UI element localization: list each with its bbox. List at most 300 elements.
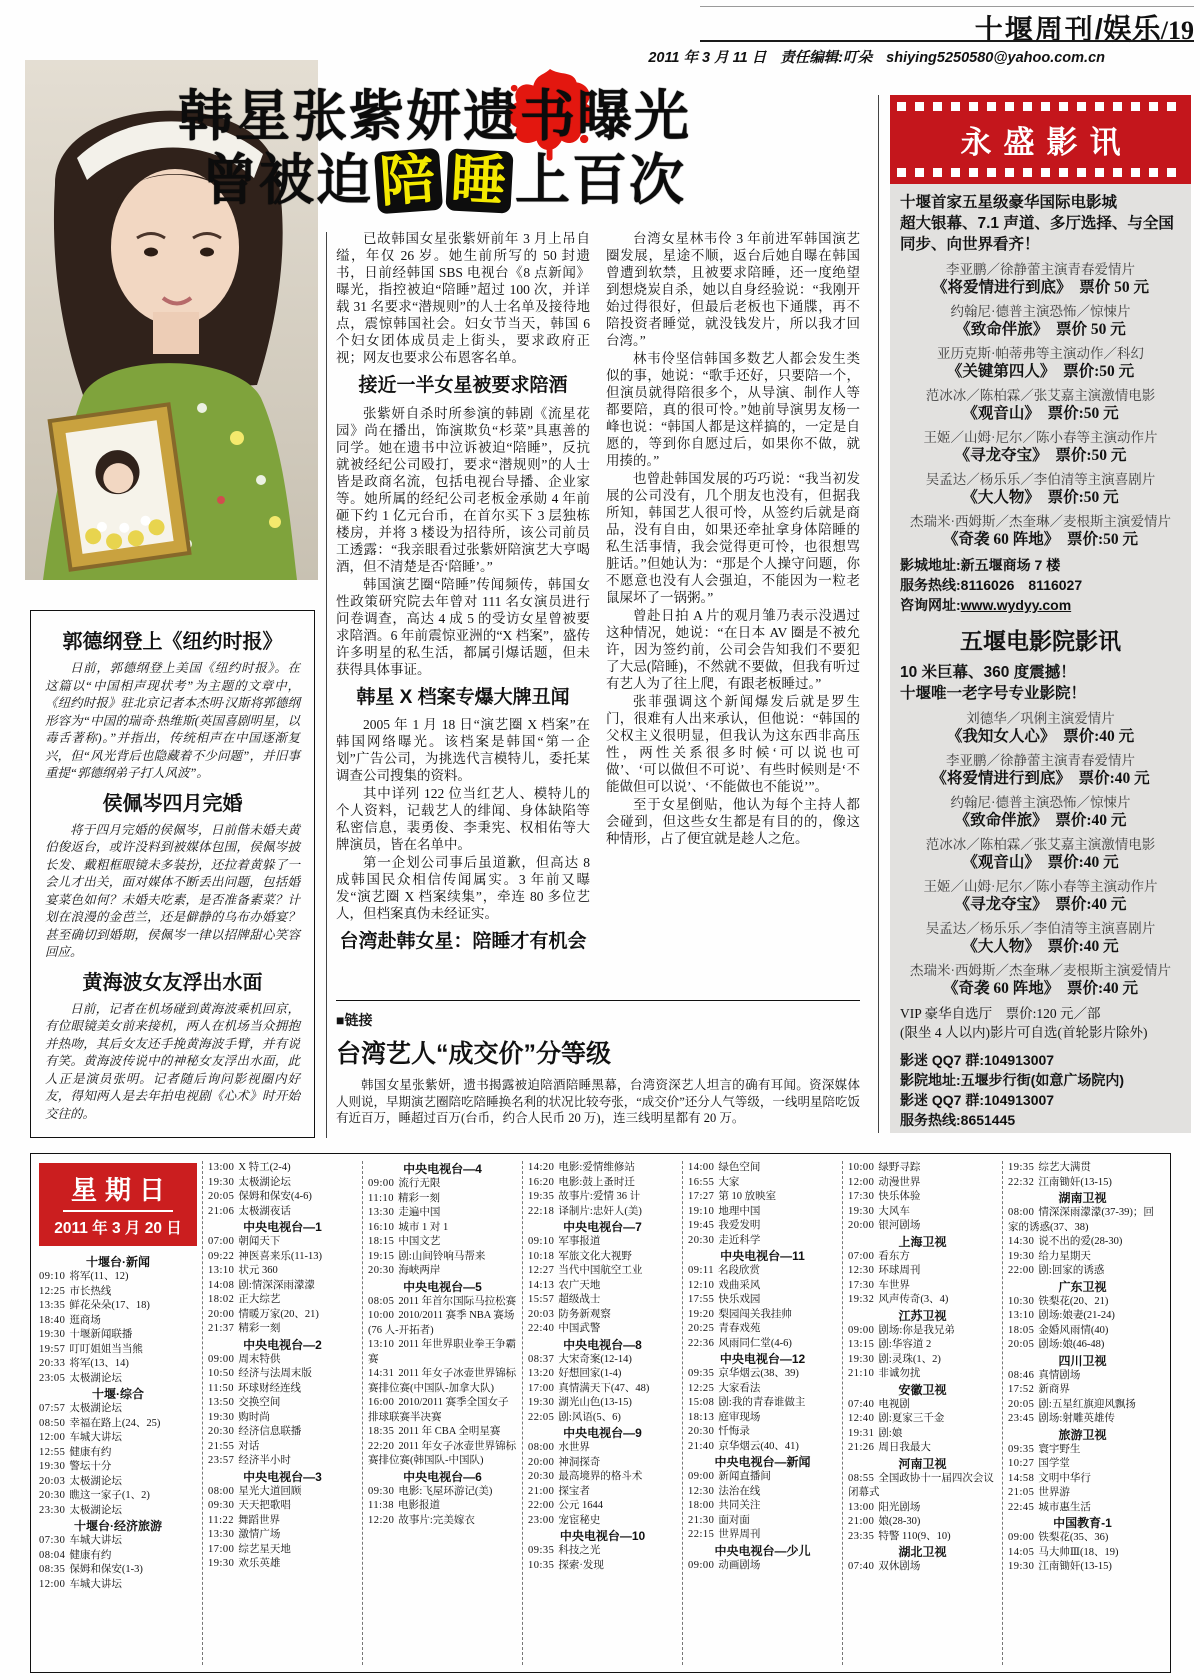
tv-row	[39, 1314, 197, 1329]
tv-program: 京华烟云(40、41)	[718, 1440, 799, 1452]
tv-time: 09:22	[208, 1250, 235, 1262]
tv-row	[39, 1343, 197, 1358]
tv-program: 文明中华行	[1038, 1472, 1091, 1484]
tv-time: 12:10	[688, 1279, 715, 1291]
masthead-rule-bottom	[700, 40, 1194, 42]
tv-program: 剧场:娘妻(21-24)	[1038, 1310, 1115, 1321]
tv-time: 10:00	[368, 1310, 395, 1321]
tv-time: 23:45	[1008, 1413, 1035, 1424]
tv-row	[528, 1322, 677, 1337]
tv-row	[1008, 1264, 1157, 1279]
tv-row	[208, 1308, 357, 1323]
tv-row	[848, 1161, 997, 1176]
tv-program: 动画剧场	[718, 1559, 761, 1571]
tv-time: 15:08	[688, 1397, 715, 1408]
tv-row	[39, 1254, 197, 1270]
tv-time: 20:05	[1008, 1398, 1035, 1410]
tv-program: 环球财经连线	[238, 1382, 302, 1394]
tv-time: 20:30	[688, 1426, 715, 1437]
film-price: 票价:50 元	[1055, 447, 1127, 464]
cinema-film-list-1	[900, 261, 1181, 549]
tv-program: 交换空间	[238, 1397, 281, 1408]
tv-time: 20:30	[208, 1426, 235, 1437]
tv-program: 地理中国	[718, 1205, 761, 1217]
tv-program: 动漫世界	[878, 1176, 921, 1188]
tv-program: 戏曲采风	[718, 1279, 761, 1291]
article-block: 也曾赴韩国发展的巧巧说：“我当初发展的公司没有，几个朋友也没有，但据我所知，韩国艺人很可怜，从签约后就是商品，没有自由，如果还牵扯拿身体陪睡的私生活事情，我会觉得更可怜，也很想骂脏话。”但她认为：“那是个人操守问题，你不愿意也没有人会强迫，不能因为一粒老鼠屎坏了一锅粥。”	[606, 471, 860, 605]
tv-program: 娘(28-30)	[878, 1516, 921, 1527]
tv-program: 梨园闯关我挂帅	[718, 1308, 792, 1320]
headline-highlight-tile: 陪	[374, 147, 443, 213]
tv-time: 20:30	[528, 1471, 555, 1482]
tv-program: 2010/2011 赛季全国女子排球联赛半决赛	[368, 1397, 509, 1423]
tv-time: 17:27	[688, 1191, 715, 1202]
tv-row	[848, 1441, 997, 1456]
tv-time: 21:26	[848, 1442, 875, 1453]
tv-time: 10:35	[528, 1559, 555, 1571]
film-price: 票价:50 元	[1066, 531, 1139, 548]
tv-time: 13:50	[208, 1397, 235, 1408]
tv-program: 流行无限	[398, 1178, 441, 1189]
cinema-intro-2	[900, 662, 1181, 704]
tv-program: 车城大讲坛	[69, 1578, 122, 1590]
tv-row	[1008, 1427, 1157, 1443]
tv-row	[368, 1367, 517, 1396]
tv-row	[368, 1514, 517, 1529]
tv-time: 20:03	[39, 1475, 66, 1487]
film-price: 票价:40 元	[1047, 938, 1119, 955]
tv-time: 13:35	[39, 1300, 66, 1311]
headline-highlight-tile: 睡	[445, 148, 513, 213]
film-cast: 吴孟达／杨乐乐／李伯清等主演喜剧片	[925, 921, 1156, 936]
article-block: 已故韩国女星张紫妍前年 3 月上吊自缢，年仅 26 岁。她生前所写的 50 封遗书，日前经韩国 SBS 电视台《8 点新闻》曝光，指控被迫“陪睡”超过 100 次，并详载 31 名要求“潜规则”的人士名单及接待地点，震惊韩国社会。妇女节当天，韩国 6 个妇女团体成员走上街头，要求政府正视；网友也要求公布恩客名单。	[336, 231, 590, 365]
tv-program: 精彩一刻	[238, 1323, 281, 1334]
tv-program: 将军(11、12)	[69, 1271, 129, 1282]
link-section	[336, 1010, 860, 1127]
tv-program: 军旅文化大视野	[558, 1250, 632, 1262]
tv-row	[688, 1382, 837, 1397]
tv-time: 21:37	[208, 1323, 235, 1334]
tv-program: 青春戏苑	[718, 1323, 761, 1334]
tv-channel: 十堰台·新闻	[86, 1255, 150, 1269]
film-title: 《观音山》	[962, 854, 1033, 871]
tv-program: 真情满天下(47、48)	[558, 1382, 650, 1394]
tv-guide-grid	[39, 1161, 1162, 1665]
tv-time: 16:10	[368, 1221, 395, 1233]
tv-program: 超级战士	[558, 1294, 601, 1305]
tv-channel: 湖南卫视	[1058, 1191, 1107, 1205]
brief-title: 郭德纲登上《纽约时报》	[62, 631, 283, 653]
film-cast: 约翰尼·德普主演恐怖／惊悚片	[950, 795, 1131, 810]
film-cast: 吴孟达／杨乐乐／李伯清等主演喜剧片	[925, 472, 1156, 487]
tv-program: 剧场:娘(46-48)	[1038, 1339, 1105, 1350]
tv-program: 最高境界的格斗术	[558, 1471, 643, 1482]
tv-row	[1008, 1279, 1157, 1295]
tv-time: 09:35	[528, 1545, 555, 1556]
tv-program: 剧:华容道 2	[878, 1339, 932, 1350]
tv-program: 综艺大满贯	[1038, 1162, 1091, 1173]
tv-program: 经济信息联播	[238, 1426, 302, 1437]
tv-time: 20:25	[688, 1323, 715, 1334]
film-price: 票价:40 元	[1063, 728, 1135, 745]
cinema-film-list-2	[900, 710, 1181, 998]
tv-row	[688, 1308, 837, 1323]
tv-program: 健康有约	[69, 1446, 112, 1458]
headline-splat-char	[520, 86, 577, 147]
tv-date: 2011 年 3 月 20 日	[54, 1220, 182, 1237]
tv-time: 12:25	[688, 1382, 715, 1394]
tv-row	[688, 1279, 837, 1294]
film-title: 《观音山》	[962, 405, 1033, 422]
headline-text: 曾被迫	[202, 148, 374, 211]
tv-time: 12:00	[39, 1432, 66, 1443]
cinema-website-line	[900, 595, 1181, 615]
tv-program: 快乐戏园	[718, 1294, 761, 1305]
tv-time: 14:08	[208, 1279, 235, 1291]
tv-row	[528, 1308, 677, 1323]
tv-row	[688, 1248, 837, 1264]
tv-program: 鲜花朵朵(17、18)	[69, 1300, 150, 1311]
tv-program: 探索·发现	[558, 1559, 604, 1571]
tv-channel: 旅游卫视	[1058, 1427, 1107, 1442]
tv-row	[208, 1411, 357, 1426]
tv-row	[528, 1441, 677, 1456]
tv-time: 12:55	[39, 1446, 66, 1458]
tv-row	[528, 1219, 677, 1235]
tv-row	[368, 1338, 517, 1367]
headline-text: 韩星张紫妍遗	[178, 85, 521, 147]
vip-line: VIP 豪华自选厅 票价:120 元／部	[900, 1006, 1101, 1021]
tv-time: 14:58	[1008, 1472, 1035, 1484]
tv-row	[688, 1367, 837, 1382]
tv-program: 太极湖夜话	[238, 1205, 291, 1217]
tv-row	[39, 1417, 197, 1432]
tv-row	[1008, 1472, 1157, 1487]
film-cast: 刘德华／巩俐主演爱情片	[966, 711, 1115, 726]
tv-row	[528, 1528, 677, 1544]
tv-time: 14:00	[688, 1162, 715, 1173]
tv-program: 周日我最大	[878, 1442, 931, 1453]
film-title: 《大人物》	[962, 938, 1033, 955]
tv-program: 电视剧	[878, 1398, 910, 1410]
tv-program: 风声传奇(3、4)	[878, 1294, 949, 1305]
tv-row	[528, 1353, 677, 1368]
tv-time: 10:18	[528, 1250, 555, 1262]
tv-row	[1008, 1501, 1157, 1516]
tv-program: 京华烟云(38、39)	[718, 1368, 799, 1379]
tv-program: 2010/2011 赛季 NBA 赛场(76 人-开拓者)	[368, 1310, 515, 1336]
tv-row	[208, 1353, 357, 1368]
tv-row	[1008, 1457, 1157, 1472]
tv-row	[528, 1235, 677, 1250]
film-listing	[900, 962, 1181, 998]
film-title: 《大人物》	[962, 489, 1033, 506]
tv-time: 19:10	[688, 1205, 715, 1217]
tv-channel: 中央电视台—6	[403, 1469, 482, 1484]
tv-program: 大风车	[878, 1205, 910, 1217]
tv-row	[688, 1219, 837, 1234]
tv-time: 23:00	[528, 1514, 555, 1526]
tv-time: 12:30	[848, 1265, 875, 1276]
tv-time: 10:50	[208, 1368, 235, 1379]
tv-time: 07:30	[39, 1535, 66, 1546]
tv-time: 19:20	[688, 1308, 715, 1320]
tv-row	[848, 1515, 997, 1530]
tv-program: 军事报道	[558, 1236, 601, 1247]
tv-time: 09:30	[208, 1500, 235, 1511]
film-title: 《致命伴旅》	[955, 321, 1041, 338]
vip-line: (限坐 4 人以内)影片可自选(首轮影片除外)	[900, 1025, 1148, 1040]
tv-channel: 中央电视台—9	[563, 1426, 642, 1440]
tv-row	[208, 1322, 357, 1337]
tv-time: 08:05	[368, 1295, 395, 1307]
tv-program: 2011 年 CBA 全明星赛	[398, 1426, 501, 1437]
tv-row	[208, 1485, 357, 1500]
tv-time: 17:00	[528, 1382, 555, 1394]
tv-channel: 十堰台·经济旅游	[74, 1519, 162, 1533]
brief-body: 日前，郭德纲登上美国《纽约时报》。在这篇以“中国相声现状考”为主题的文章中，《纽约时报》驻北京记者本杰明·汉斯将郭德纲形容为“中国的瑞奇·热维斯(英国喜剧明星，以毒舌著称)。”并指出，传统相声在中国逐渐复兴，但“风光背后也隐藏着不少问题”，并旧事重提“郭德纲弟子打人风波”。	[45, 661, 300, 780]
tv-time: 19:30	[528, 1397, 555, 1408]
tv-row	[1008, 1531, 1157, 1546]
tv-time: 18:35	[368, 1426, 395, 1437]
tv-row	[848, 1427, 997, 1442]
film-listing	[900, 429, 1181, 465]
tv-program: 十堰新闻联播	[69, 1329, 133, 1340]
tv-time: 14:05	[1008, 1546, 1035, 1558]
tv-row	[368, 1309, 517, 1338]
film-price: 票价:40 元	[1066, 980, 1139, 997]
tv-day: 星期日	[63, 1170, 173, 1212]
tv-program: 国学堂	[1038, 1458, 1070, 1469]
tv-program: 情深深雨濛濛(37-39)；回家的诱惑(37、38)	[1008, 1207, 1154, 1233]
tv-row	[848, 1382, 997, 1398]
tv-row	[1008, 1486, 1157, 1501]
cinema-title: 永盛影讯	[960, 125, 1133, 160]
tv-row	[1008, 1250, 1157, 1265]
tv-program: 金婚风雨情(40)	[1038, 1324, 1109, 1336]
headline-line-2	[202, 146, 691, 213]
headline-text: 上百次	[515, 148, 687, 211]
tv-time: 09:35	[1008, 1443, 1035, 1455]
tv-program: 激情广场	[238, 1529, 281, 1540]
tv-row	[208, 1514, 357, 1529]
tv-row	[368, 1485, 517, 1500]
tv-program: 新商界	[1038, 1384, 1070, 1395]
tv-column	[202, 1161, 362, 1665]
tv-time: 09:10	[528, 1236, 555, 1247]
tv-row	[1008, 1206, 1157, 1235]
tv-row	[368, 1264, 517, 1279]
tv-program: 2011 年女子冰壶世界锦标赛排位赛(韩国队-中国队)	[368, 1440, 517, 1466]
article-block: 张紫妍自杀时所参演的韩剧《流星花园》尚在播出，饰演欺负“杉菜”具惠善的同学。她在遗书中泣诉被迫“陪睡”，反抗就被经纪公司殴打，要求“潜规则”的人士皆是政商名流，包括电视台导播、企业家等。她所属的经纪公司老板金承勋 4 年前砸下约 1 亿元台币，在首尔买下 3 层独栋楼房，并将 3 楼设为招待所，该公司前员工透露：“我亲眼看过张紫妍陪演艺大亨喝酒，但不清楚是否‘陪睡’。”	[336, 405, 590, 574]
tv-time: 21:55	[208, 1440, 235, 1452]
article-block: 至于女星倒贴，他认为每个主持人都会碰到，但这些女生都是有目的的，像这种情形，占了便宜就是趁人之危。	[606, 797, 860, 846]
film-title: 《奇袭 60 阵地》	[942, 531, 1052, 548]
tv-program: 电影:鼓上蚤时迁	[558, 1176, 635, 1188]
tv-row	[208, 1264, 357, 1279]
tv-row	[848, 1219, 997, 1234]
tv-time: 19:57	[39, 1343, 66, 1355]
tv-time: 13:15	[848, 1339, 875, 1350]
film-cast: 王姬／山姆·尼尔／陈小春等主演动作片	[923, 430, 1158, 445]
article-block: 曾赴日拍 A 片的观月雏乃表示没遇过这种情况，她说：“在日本 AV 圈是不被允许，因为签约前，公司会告知我们不要犯了大忌(陪睡)，不然就不要做，但我有听过有艺人为了往上爬，有跟老板睡过。”	[606, 608, 860, 691]
tv-program: 太极湖论坛	[238, 1176, 291, 1188]
brief-body: 将于四月完婚的侯佩岑，日前偕未婚夫黄伯俊返台，或许没料到被媒体包围，侯佩岑披长发、戴粗框眼镜未多装扮，还拉着黄躲了一会儿才出关，面对媒体不断丢出问题，包括婚宴菜色如何？未婚夫吃素，是否准备素菜？计划在浪漫的金芭兰，还是僻静的乌布办婚宴？甚至确切到婚期，侯佩岑一律以招牌甜心笑容回应。	[45, 822, 300, 959]
tv-row	[528, 1264, 677, 1279]
tv-row	[208, 1205, 357, 1220]
brief-title: 黄海波女友浮出水面	[82, 971, 263, 994]
tv-time: 08:00	[528, 1442, 555, 1453]
tv-time: 10:30	[1008, 1295, 1035, 1307]
tv-time: 08:37	[528, 1353, 555, 1365]
article-block: 台湾赴韩女星：陪睡才有机会	[339, 931, 587, 953]
tv-program: 天天把歌唱	[238, 1500, 291, 1511]
tv-row	[848, 1412, 997, 1427]
tv-row	[208, 1293, 357, 1308]
tv-program: 风雨同仁堂(4-6)	[718, 1337, 792, 1349]
tv-program: 故事片:完美嫁衣	[398, 1514, 475, 1526]
tv-row	[39, 1402, 197, 1417]
film-listing	[900, 920, 1181, 956]
cinema-intro	[900, 192, 1181, 255]
tv-time: 12:40	[848, 1413, 875, 1424]
tv-row	[848, 1190, 997, 1205]
tv-row	[688, 1322, 837, 1337]
tv-row	[848, 1250, 997, 1265]
film-title: 《我知女人心》	[946, 728, 1048, 745]
tv-time: 21:00	[848, 1516, 875, 1527]
tv-time: 09:11	[688, 1265, 715, 1276]
film-listing	[900, 387, 1181, 423]
tv-row	[39, 1386, 197, 1402]
article-block: 第一企划公司事后虽道歉，但高达 8 成韩国民众相信传闻属实。3 年前又曝发“演艺圈 X 档案续集”，牵连 80 多位艺人，但档案真伪未经证实。	[336, 855, 590, 922]
film-cast: 李亚鹏／徐静蕾主演青春爱情片	[946, 262, 1135, 277]
tv-program: 真情剧场	[1038, 1369, 1081, 1381]
tv-program: 幸福在路上(24、25)	[69, 1417, 161, 1429]
tv-program: 情暖万家(20、21)	[238, 1308, 319, 1320]
tv-row	[39, 1285, 197, 1300]
headline-text: 曝光	[577, 85, 692, 147]
film-cast: 杰瑞米·西姆斯／杰奎琳／麦根斯主演爱情片	[910, 514, 1171, 529]
tv-time: 19:30	[208, 1411, 235, 1423]
tv-column-1	[39, 1161, 202, 1665]
tv-row	[528, 1382, 677, 1397]
film-title: 《奇袭 60 阵地》	[942, 980, 1052, 997]
tv-time: 13:30	[368, 1207, 395, 1218]
cinema-info	[900, 555, 1181, 595]
cinema-footer	[900, 1050, 1181, 1130]
tv-row	[39, 1460, 197, 1475]
tv-row	[208, 1454, 357, 1469]
tv-column	[522, 1161, 682, 1665]
tv-time: 19:35	[1008, 1162, 1035, 1173]
tv-time: 09:00	[688, 1559, 715, 1571]
tv-program: 保姆和保安(1-3)	[69, 1564, 143, 1575]
tv-row	[688, 1396, 837, 1411]
tv-time: 08:00	[208, 1485, 235, 1497]
tv-row	[39, 1299, 197, 1314]
tv-row	[1008, 1309, 1157, 1324]
film-price: 票价:40 元	[1055, 812, 1127, 829]
main-article	[336, 230, 860, 994]
film-price: 票价 50 元	[1056, 321, 1126, 338]
film-price: 票价:50 元	[1047, 489, 1119, 506]
tv-row	[39, 1431, 197, 1446]
tv-program: 朝闻天下	[238, 1236, 281, 1247]
tv-program: 全国政协十一届四次会议闭幕式	[848, 1472, 994, 1498]
headline-text: 书	[520, 85, 578, 147]
tv-program: 中国文艺	[398, 1236, 441, 1247]
tv-channel: 四川卫视	[1058, 1353, 1107, 1368]
film-title: 《寻龙夺宝》	[954, 896, 1040, 913]
tv-row	[688, 1470, 837, 1485]
tv-program: 经济半小时	[238, 1455, 291, 1466]
tv-row	[528, 1396, 677, 1411]
tv-guide	[30, 1153, 1171, 1673]
tv-channel: 中央电视台—10	[559, 1529, 646, 1543]
dateline	[638, 46, 1105, 67]
tv-time: 14:31	[368, 1368, 395, 1379]
tv-channel: 中央电视台—少儿	[714, 1543, 811, 1558]
tv-time: 19:45	[688, 1220, 715, 1231]
tv-column	[842, 1161, 1002, 1665]
article-block: 2005 年 1 月 18 日“演艺圈 X 档案”在韩国网络曝光。该档案是韩国“第一企划”广告公司，为挑选代言模特儿，委托某调查公司搜集的资料。	[336, 717, 590, 784]
tv-row	[1008, 1295, 1157, 1310]
cinema-header	[890, 95, 1191, 184]
tv-program: 神洞探奇	[558, 1456, 601, 1468]
tv-program: 城市 1 对 1	[398, 1221, 449, 1233]
tv-row	[208, 1396, 357, 1411]
tv-row	[848, 1338, 997, 1353]
tv-channel: 十堰·综合	[92, 1387, 144, 1401]
tv-time: 21:10	[848, 1368, 875, 1379]
tv-row	[208, 1367, 357, 1382]
tv-program: 城市惠生活	[1038, 1501, 1091, 1513]
tv-program: 购时尚	[238, 1411, 270, 1423]
tv-time: 21:00	[528, 1485, 555, 1497]
tv-channel: 河南卫视	[898, 1456, 947, 1471]
tv-row	[208, 1528, 357, 1543]
tv-row	[688, 1337, 837, 1352]
tv-time: 21:05	[1008, 1487, 1035, 1498]
tv-rows	[39, 1254, 197, 1592]
tv-row	[368, 1295, 517, 1310]
cinema-footer-line: 服务热线:8651445	[900, 1112, 1016, 1128]
tv-row	[528, 1485, 677, 1500]
tv-program: 太极湖论坛	[69, 1475, 122, 1487]
tv-row	[688, 1205, 837, 1220]
cinema-intro-line: 十堰唯一老字号专业影院！	[900, 685, 1087, 702]
tv-row	[528, 1559, 677, 1574]
tv-column	[362, 1161, 522, 1665]
tv-channel: 中央电视台—1	[243, 1220, 322, 1234]
tv-row	[39, 1489, 197, 1504]
tv-program: 当代中国航空工业	[558, 1265, 643, 1276]
tv-time: 18:02	[208, 1294, 235, 1305]
tv-time: 11:10	[368, 1192, 395, 1204]
film-price: 票价:40 元	[1078, 770, 1150, 787]
film-price: 票价:40 元	[1047, 854, 1119, 871]
tv-time: 19:30	[1008, 1561, 1035, 1572]
tv-program: 庭审现场	[718, 1411, 761, 1423]
tv-program: 2011 年世界职业拳王争霸赛	[368, 1339, 517, 1365]
tv-row	[39, 1270, 197, 1285]
tv-row	[39, 1578, 197, 1593]
tv-row	[1008, 1190, 1157, 1206]
tv-program: 剧:夏家三千金	[878, 1413, 945, 1424]
tv-row	[208, 1250, 357, 1265]
tv-row	[688, 1190, 837, 1205]
